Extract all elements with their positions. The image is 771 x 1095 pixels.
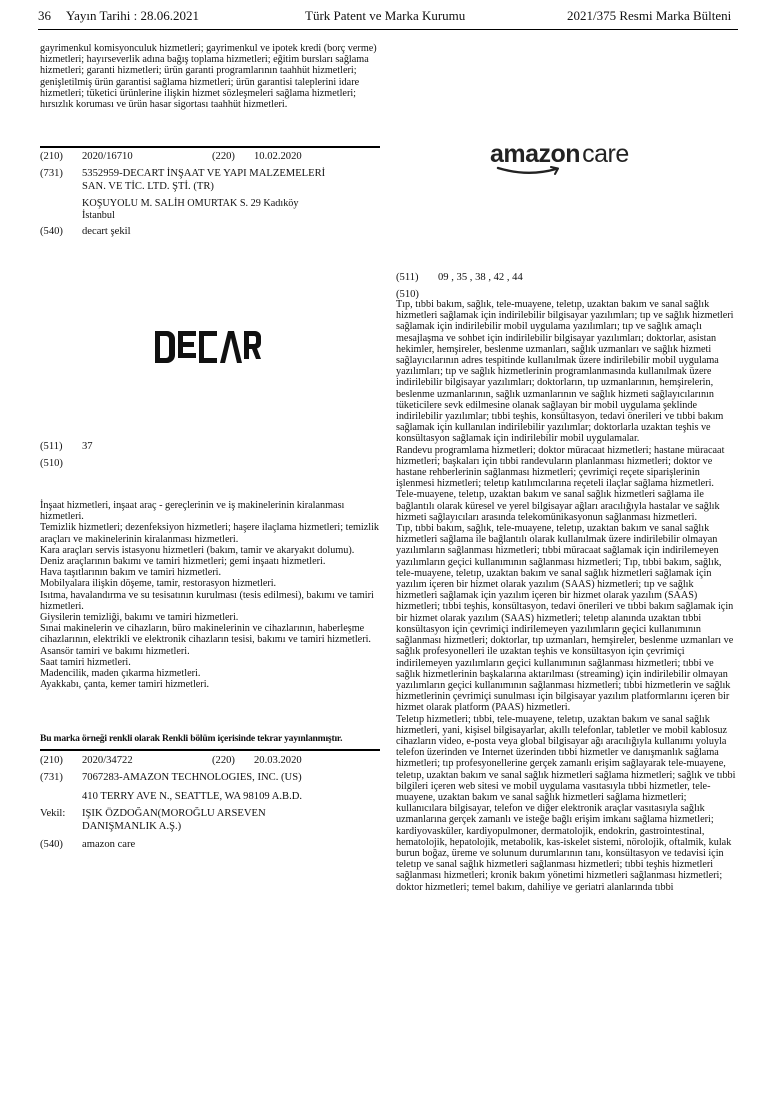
application-date: 10.02.2020 [254, 151, 302, 162]
smile-arrow-icon [496, 166, 564, 176]
service-item: Teletıp hizmetleri; tıbbi, tele-muayene, teletıp, uzaktan bakım ve sanal sağlık hizmetleri, yani, kişisel bilgisayarlar, akıllı telefonlar, tabletler ve mobil kablosuz cihazların video, e-posta veya global bilgisayar ağı aracılığıyla kullanımı yoluyla telefon üzerinden ve Internet üzerinden tıbbi hizmetler ve danışmanlık sağlama hizmetleri; tıp profesyonellerine gerçek zamanlı erişim sağlayarak tele-muayene, teletıp, uzaktan bakım ve sanal sağlık hizmetleri sağlama hizmetleri; sağlık ve tıbbi bilgileri içeren web sitesi ve mobil uygulama vasıtasıyla tıbbi hizmetler, tele-muayene, uzaktan bakım ve sanal sağlık hizmetleri sağlama hizmetleri; kullanıcılara bilgisayar, telefon ve diğer elektronik araçlar vasıtasıyla sağlık uzmanlarına gerçek zamanlı ve isteğe bağlı erişim imkanı sağlama hizmetleri; kardiyovasküler, kardiyopulmoner, dermatolojik, endokrin, gastrointestinal, hematolojik, hepatolojik, metabolik, kas-iskelet sistemi, nörolojik, oftalmik, kulak burun boğaz, üreme ve solunum durumlarının tanı, konsültasyon ve tedavisi için teletıp ve sanal sağlık hizmetleri sağlanması hizmetleri; tıbbi teşhis hizmetleri sağlanması hizmetleri; kronik bakım yönetimi hizmetleri sağlanması hizmetleri; doktor hizmetleri; temel bakım, dahiliye ve geriatri alanlarında tıbbi [396, 713, 736, 893]
field-code-731: (731) [40, 168, 63, 179]
amazon-care-logo [490, 140, 629, 169]
owner-name-line1: 5352959-DECART İNŞAAT VE YAPI MALZEMELERİ [82, 168, 326, 179]
nice-classes: 09 , 35 , 38 , 42 , 44 [438, 272, 523, 283]
page-number: 36 [38, 8, 51, 23]
entry-divider [40, 749, 380, 751]
decart-logo [153, 327, 263, 372]
field-code-210: (210) [40, 755, 63, 766]
bulletin-title: 2021/375 Resmi Marka Bülteni [567, 8, 732, 23]
service-item: Madencilik, maden çıkarma hizmetleri. [40, 668, 201, 680]
logo-word-amazon: amazon [490, 140, 581, 168]
service-item: Mobilyalara ilişkin döşeme, tamir, restorasyon hizmetleri. [40, 578, 277, 590]
service-item: Hava taşıtlarının bakım ve tamiri hizmetleri. [40, 567, 222, 579]
owner-address-line1: KOŞUYOLU M. SALİH OMURTAK S. 29 Kadıköy [82, 198, 299, 209]
field-code-511: (511) [396, 272, 419, 283]
service-item: Randevu programlama hizmetleri; doktor müracaat hizmetleri; hastane müracaat hizmetleri; başkaları için tıbbi randevuların planlanması hizmetleri; doktor ve hastane rehberlerinin sağlanması hizmetleri; çevrimiçi reçete siparişlerinin işlenmesi hizmetleri; teletıp katılımcılarına reçeteli ilaçlar sağlama hizmetleri. [396, 444, 725, 490]
service-item: Isıtma, havalandırma ve su tesisatının kurulması (tesis edilmesi), bakımı ve tamiri hizmetleri. [40, 589, 374, 612]
field-code-511: (511) [40, 441, 63, 452]
mark-text: decart şekil [82, 226, 131, 237]
application-number: 2020/16710 [82, 151, 133, 162]
service-item: Saat tamiri hizmetleri. [40, 656, 131, 668]
service-item: Tıp, tıbbi bakım, sağlık, tele-muayene, teletıp, uzaktan bakım ve sanal sağlık hizmetleri sağlama ile bağlantılı olarak kullanılmak üzere indirilebilir olmayan yazılımların sağlanması hizmetleri; tıbbi müracaat sağlamak için indirilemeyen yazılımların geçici kullanımının sağlanması hizmetleri; Tıp, tıbbi bakım, sağlık, tele-muayene, teletıp, uzaktan bakım ve sanal sağlık hizmetleri sağlamak için yazılım içeren bir hizmet olarak yazılım (SAAS) hizmetleri; tıp ve sağlık hizmetleri sağlamak için yazılım içeren bir hizmet olarak yazılım (SAAS) hizmetleri; tıbbi teşhis, konsültasyon, tedavi önerileri ve tıbbi bakım sağlamak için bir hizmet olarak yazılım (SAAS) hizmetleri; teletıp alanında uzaktan tıbbi konsültasyon için çevrimiçi indirilemeyen yazılımların geçici kullanımının sağlanması hizmetleri; doktorlar, tıp uzmanları, hemşireler, beslenme uzmanları ve sağlık profesyonelleri ile uzaktan teşhis ve konsültasyon için çevrimiçi indirilemeyen yazılımların geçici kullanımının sağlanması hizmetleri; tıbbi ve sağlık hizmetlerinin başkalarına aktarılması (streaming) için indirilebilir olmayan yazılımların geçici kullanımının sağlanması hizmetleri; tıbbi hizmetlerin ve sağlık hizmetlerinin çevrimiçi sunulması için bilgisayar yazılım platformlarını içeren bir hizmet olarak platform (PAAS) hizmetleri. [396, 523, 734, 714]
service-item: Sınai makinelerin ve cihazların, büro makinelerinin ve cihazlarının, haberleşme cihazlarının, elektrikli ve elektronik cihazların tesisi, bakımı ve tamiri hizmetleri. [40, 623, 371, 646]
owner-address: 410 TERRY AVE N., SEATTLE, WA 98109 A.B.D. [82, 791, 303, 802]
service-item: Deniz araçlarının bakımı ve tamiri hizmetleri; gemi inşaatı hizmetleri. [40, 556, 326, 568]
owner-name-line2: SAN. VE TİC. LTD. ŞTİ. (TR) [82, 181, 214, 192]
amazon-services [396, 299, 736, 893]
nice-classes: 37 [82, 441, 93, 452]
amazon-entry [40, 754, 382, 851]
field-code-731: (731) [40, 772, 63, 783]
service-item: Ayakkabı, çanta, kemer tamiri hizmetleri. [40, 679, 210, 691]
decart-classification [40, 440, 382, 469]
agent-name-line2: DANIŞMANLIK A.Ş.) [82, 821, 182, 832]
service-item: Tıp, tıbbi bakım, sağlık, tele-muayene, teletıp, uzaktan bakım ve sanal sağlık hizmetleri sağlamak için indirilebilir bilgisayar yazılımları; tıp ve sağlık hizmetleri sağlamak için indirilebilir mobil uygulama yazılımları; tıp ve sağlık amaçlı mesajlaşma ve sohbet için indirilebilir bilgisayar yazılımları; doktorlar, asistan hekimler, hemşireler, beslenme uzmanları, sağlık uzmanları ve sağlık hizmeti sağlayıcılarının adres tespitinde kullanılmak üzere indirilebilir mobil uygulama yazılımları; tıp ve sağlık hizmetlerinin programlanmasında kullanılmak üzere indirilebilir bilgisayar yazılımları; doktorların, tıp uzmanlarının, hemşirelerin, beslenme uzmanlarının, sağlık uzmanlarının ve sağlık hizmeti sağlayıcılarının tüketicilere sevk edilmesine olanak sağlayan bir mobil uygulama şeklinde indirilebilir yazılımlar; tıbbi teşhis, konsültasyon, tedavi önerileri ve tıbbi bakım sağlamak için kullanılan indirilebilir yazılımlar; doktorlarla uzaktan teşhis ve konsültasyon sağlamak için indirilebilir mobil uygulamalar. [396, 299, 734, 445]
application-date: 20.03.2020 [254, 755, 302, 766]
field-code-510: (510) [40, 458, 63, 469]
service-item: Asansör tamiri ve bakımı hizmetleri. [40, 645, 190, 657]
logo-text: DECART [153, 327, 157, 328]
service-item: Tele-muayene, teletıp, uzaktan bakım ve sanal sağlık hizmetleri sağlama ile bağlantılı olarak küresel ve yerel bilgisayar ağları aracılığıyla hastalar ve sağlık hizmeti sağlayıcıları arasında telekomünikasyonun sağlanması hizmetleri. [396, 489, 720, 523]
mark-text: amazon care [82, 839, 136, 850]
color-notice: Bu marka örneği renkli olarak Renkli bölüm içerisinde tekrar yayınlanmıştır. [40, 733, 343, 744]
application-number: 2020/34722 [82, 755, 133, 766]
agent-name-line1: IŞIK ÖZDOĞAN(MOROĞLU ARSEVEN [82, 808, 266, 819]
owner-name: 7067283-AMAZON TECHNOLOGIES, INC. (US) [82, 772, 302, 783]
institution-name: Türk Patent ve Marka Kurumu [305, 8, 466, 23]
field-code-220: (220) [212, 151, 235, 162]
continuation-text: gayrimenkul komisyonculuk hizmetleri; gayrimenkul ve ipotek kredi (borç verme) hizmetleri; hayırseverlik adına bağış toplama hizmetleri; eğitim bursları sağlama hizmetleri; garanti hizmetleri; ürün garanti programlarının taahhüt hizmetleri; genişletilmiş ürün garantisi sağlama hizmetleri; ürün garantisi taleplerini idare hizmetleri; tüketici ürünlerine ilişkin hizmet sözleşmeleri sağlama hizmetleri; hırsızlık koruması ve ürün hasar sigortası taahhüt hizmetleri. [40, 43, 377, 111]
field-code-540: (540) [40, 839, 63, 850]
field-code-510: (510) [396, 289, 419, 300]
owner-address-line2: İstanbul [82, 210, 115, 221]
service-item: Temizlik hizmetleri; dezenfeksiyon hizmetleri; haşere ilaçlama hizmetleri; temizlik araçları ve makinelerinin kiralanması hizmetleri. [40, 522, 380, 545]
agent-label: Vekil: [40, 808, 66, 819]
header-divider [38, 29, 738, 30]
entry-divider [40, 146, 380, 148]
decart-services [40, 500, 382, 690]
publish-date: Yayın Tarihi : 28.06.2021 [66, 8, 199, 23]
service-item: Giysilerin temizliği, bakımı ve tamiri hizmetleri. [40, 612, 239, 624]
amazon-classification [396, 271, 736, 300]
decart-entry [40, 150, 382, 238]
field-code-210: (210) [40, 151, 63, 162]
service-item: Kara araçları servis istasyonu hizmetleri (bakım, tamir ve akaryakıt dolumu). [40, 544, 355, 556]
service-item: İnşaat hizmetleri, inşaat araç - gereçlerinin ve iş makinelerinin kiralanması hizmetleri. [40, 500, 345, 523]
field-code-540: (540) [40, 226, 63, 237]
logo-word-care: care [582, 140, 629, 168]
field-code-220: (220) [212, 755, 235, 766]
